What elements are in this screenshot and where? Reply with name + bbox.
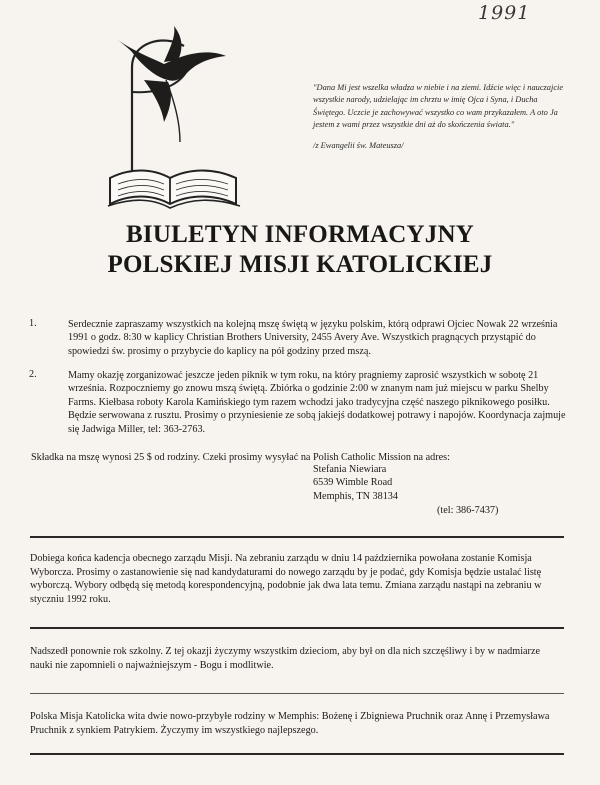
address-city: Memphis, TN 38134 xyxy=(313,491,398,502)
address-phone: (tel: 386-7437) xyxy=(437,505,499,516)
dove-book-logo-icon xyxy=(104,22,244,212)
item-text-mass: Serdecznie zapraszamy wszystkich na kolejną mszę świętą w języku polskim, którą odprawi Ojciec Nowak 22 września 1991 o godz. 8:30 w kaplicy Christian Brothers University, 2455 Avery Ave. Wszystkich pragnących przystąpić do spowiedzi św. prosimy o przybycie do kaplicy na pół godziny przed mszą. xyxy=(68,319,558,357)
bulletin-title-line2: POLSKIEJ MISJI KATOLICKIEJ xyxy=(107,251,493,278)
quote-text: "Dana Mi jest wszelka władza w niebie i na ziemi. Idźcie więc i nauczajcie wszystkie narody, udzielając im chrztu w imię Ojca i Syna, i Ducha Świętego. Uczcie je zachowywać wszystko co wam przykazałem. A oto Ja jestem z wami przez wszystkie dni aż do skończenia świata." xyxy=(313,83,564,129)
divider xyxy=(30,536,564,538)
section-board-election: Dobiega końca kadencja obecnego zarządu Misji. Na zebraniu zarządu w dniu 14 października powołana zostanie Komisja Wyborcza. Prosimy o zastanowienie się nad kandydaturami do nowego zarządu by je podać, gdy Komisja będzie ustalać listę wyborczą. Wybory odbędą się metodą korespondencyjną, podobnie jak dwa lata temu. Zmiana zarządu nastąpi na zebraniu w styczniu 1992 roku. xyxy=(30,553,542,605)
item-number: 2. xyxy=(29,369,37,380)
divider xyxy=(30,753,564,755)
handwritten-year: 1991 xyxy=(478,2,531,24)
gospel-quote xyxy=(313,82,571,152)
section-school-year: Nadszedł ponownie rok szkolny. Z tej okazji życzymy wszystkim dzieciom, aby był on dla nich szczęśliwy i by w nadmiarze nauki nie zapomnieli o najważniejszym - Bogu i modlitwie. xyxy=(30,646,540,671)
divider xyxy=(30,693,564,694)
section-welcome-families: Polska Misja Katolicka wita dwie nowo-przybyłe rodziny w Memphis: Bożenę i Zbigniewa Pruchnik oraz Annę i Przemysława Pruchnik z synkiem Patrykiem. Życzymy im wszystkiego najlepszego. xyxy=(30,711,550,736)
item-text-picnic: Mamy okazję zorganizować jeszcze jeden piknik w tym roku, na który pragniemy zaprosić wszystkich w sobotę 21 września. Rozpoczniemy go znowu mszą świętą. Zbiórka o godzinie 2:00 w znanym nam już miejscu w parku Shelby Farms. Kiełbasa roboty Karola Kamińskiego tym razem wchodzi jako tradycyjna część naszego piknikowego posiłku. Będzie serwowana z rusztu. Prosimy o przyniesienie ze sobą jakiejś dodatkowej potrawy i napojów. Koordynacja zajmuje się Jadwiga Miller, tel: 363-2763. xyxy=(68,370,566,435)
divider xyxy=(30,627,564,629)
bulletin-title-line1: BIULETYN INFORMACYJNY xyxy=(126,221,474,248)
address-street: 6539 Wimble Road xyxy=(313,477,393,488)
quote-source: /z Ewangelii św. Mateusza/ xyxy=(313,141,404,151)
item-number: 1. xyxy=(29,318,37,329)
fee-note: Składka na mszę wynosi 25 $ od rodziny. Czeki prosimy wysyłać na Polish Catholic Mission na adres: xyxy=(31,452,450,463)
address-name: Stefania Niewiara xyxy=(313,464,387,475)
